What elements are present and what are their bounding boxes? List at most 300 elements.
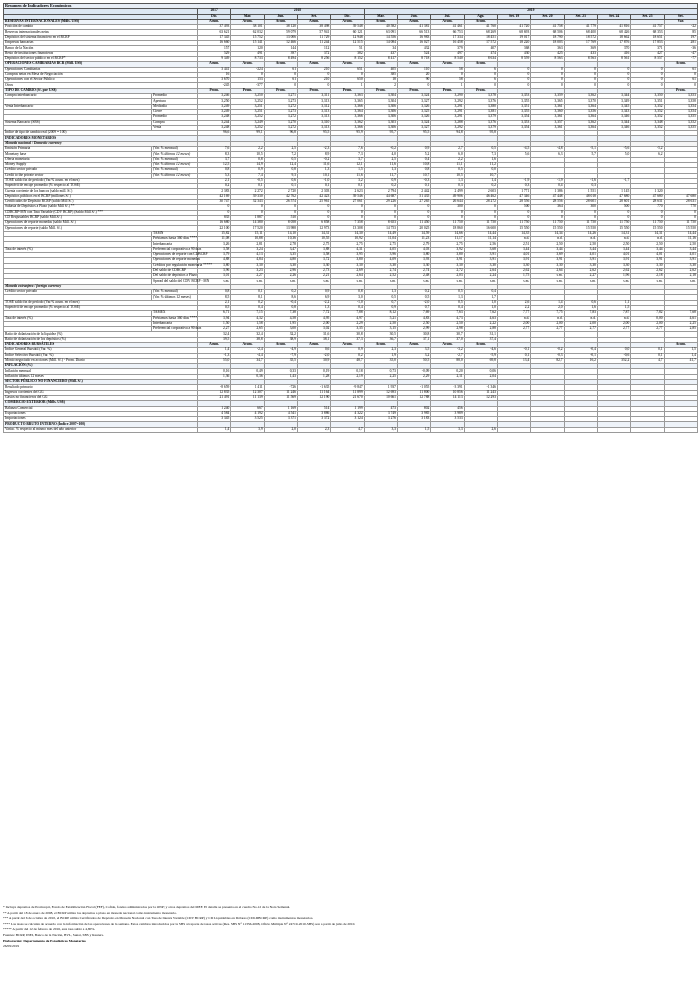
data-cell — [664, 427, 697, 432]
data-cell: 1,96 — [597, 274, 630, 279]
data-cell: 6,71 — [198, 311, 231, 316]
data-cell: Acum. — [198, 62, 231, 67]
data-cell: 3,361 — [531, 104, 564, 109]
data-cell: 39 330 — [231, 194, 264, 199]
data-cell: 3,272 — [264, 104, 297, 109]
period-header: Mar. — [231, 14, 264, 19]
data-cell: 18 790 — [531, 35, 564, 40]
data-cell: 11 750 — [597, 221, 630, 226]
data-cell: 0 — [397, 205, 430, 210]
data-cell: -726 — [264, 385, 297, 390]
data-cell: 0,5 — [364, 295, 397, 300]
data-cell: 0 — [464, 83, 497, 88]
data-cell: 0,2 — [464, 184, 497, 189]
data-cell: 8 653 — [364, 221, 397, 226]
row-label: Empresas bancarias — [4, 41, 198, 46]
data-cell: 2,96 — [264, 268, 297, 273]
data-cell: 2,0 — [264, 427, 297, 432]
data-cell: -1,9 — [497, 178, 530, 183]
row-label: Moneda extranjera / foreign currency — [4, 284, 198, 289]
data-cell: 3,30 — [364, 263, 397, 268]
data-cell: 1,7 — [464, 295, 497, 300]
data-cell: 0,2 — [198, 184, 231, 189]
data-cell: 2,88 — [464, 327, 497, 332]
data-cell: 0,5 — [431, 300, 464, 305]
data-cell: Acum. — [464, 19, 497, 24]
data-cell: 11 750 — [464, 221, 497, 226]
data-cell: 3 989 — [431, 411, 464, 416]
data-cell: 2,03 — [431, 274, 464, 279]
data-cell: 14,26 — [564, 231, 597, 236]
data-cell — [564, 427, 597, 432]
data-cell: -2,0 — [297, 353, 330, 358]
data-cell: 1,3 — [431, 178, 464, 183]
data-cell: 4,88 — [198, 258, 231, 263]
data-cell: 363 — [531, 46, 564, 51]
data-cell: 0,6 — [264, 178, 297, 183]
data-cell: 281 — [664, 41, 697, 46]
data-cell: -2,7 — [431, 353, 464, 358]
data-cell: 210 — [297, 78, 330, 83]
data-cell: 10,7 — [397, 173, 430, 178]
data-cell: 0 — [364, 205, 397, 210]
data-cell: 0 — [464, 215, 497, 220]
data-cell: 3,381 — [464, 109, 497, 114]
data-cell: 3,272 — [264, 125, 297, 130]
data-cell: 3,365 — [331, 99, 364, 104]
data-cell: 2,73 — [297, 268, 330, 273]
data-cell: 2,75 — [331, 242, 364, 247]
data-cell: 0,9 — [231, 168, 264, 173]
data-cell: 3,350 — [631, 94, 664, 99]
data-cell: 8,3 — [198, 152, 231, 157]
data-cell: 3,364 — [564, 125, 597, 130]
data-cell: 0 — [297, 205, 330, 210]
data-cell: 4,83 — [397, 316, 430, 321]
data-cell: 14,44 — [664, 231, 697, 236]
data-cell: Prom. — [231, 88, 264, 93]
data-cell: 3 533 — [431, 417, 464, 422]
data-cell: s.m. — [597, 279, 630, 284]
data-cell: -0,4 — [264, 300, 297, 305]
data-cell: 13 006 — [264, 35, 297, 40]
data-cell: 1,3 — [297, 305, 330, 310]
data-cell: 3,30 — [231, 263, 264, 268]
data-cell: 0,8 — [198, 168, 231, 173]
row-label: Ratio de dolarización de los depósitos (%) — [4, 337, 198, 342]
data-cell: 153 — [231, 78, 264, 83]
row-label: Índice de tipo de cambio real (2009 = 100) — [4, 131, 198, 136]
data-cell: Acum. — [364, 343, 397, 348]
data-cell: 3,346 — [597, 115, 630, 120]
data-cell: 4,01 — [497, 252, 530, 257]
data-cell: 1,43 — [264, 374, 297, 379]
row-label: Certificados de Depósito BCRP (saldo Mill S/.) — [4, 199, 198, 204]
data-cell: 3,364 — [564, 104, 597, 109]
data-cell: 0 — [231, 205, 264, 210]
data-cell: 667 — [231, 406, 264, 411]
data-cell: n.d. — [531, 316, 564, 321]
data-cell: 3,291 — [431, 104, 464, 109]
row-label: TIPO DE CAMBIO (S/. por US$) — [4, 88, 198, 93]
data-cell: 3,326 — [397, 115, 430, 120]
data-cell: 3,366 — [331, 115, 364, 120]
data-cell: s.m. — [431, 279, 464, 284]
data-cell: 34 — [364, 46, 397, 51]
data-cell: 3,354 — [497, 125, 530, 130]
data-cell: 28 272 — [464, 199, 497, 204]
data-cell: -47 — [664, 51, 697, 56]
row-label: Inflación últimos 12 meses — [4, 374, 198, 379]
data-cell: 2,29 — [397, 374, 430, 379]
data-cell: 11,23 — [397, 237, 430, 242]
data-cell: 41 461 — [431, 25, 464, 30]
data-cell: 3,290 — [431, 94, 464, 99]
data-cell: 61 — [264, 78, 297, 83]
data-cell: 3,291 — [431, 115, 464, 120]
data-cell: 13,4 — [497, 358, 530, 363]
data-cell: 11,16 — [664, 237, 697, 242]
data-cell: 88,0 — [431, 358, 464, 363]
data-cell: 12,4 — [264, 162, 297, 167]
data-cell: 0,33 — [264, 369, 297, 374]
data-cell: 96,6 — [198, 131, 231, 136]
data-cell: Prom. — [331, 88, 364, 93]
data-cell: 2 720 — [264, 189, 297, 194]
data-cell: 7,38 — [264, 311, 297, 316]
data-cell: 4,58 — [264, 316, 297, 321]
row-label: Ratio de dolarización de la liquidez (%) — [4, 332, 198, 337]
row-label: OPERACIONES CAMBIARIAS BCR (Mill. US$) — [4, 62, 198, 67]
data-cell: Acum. — [431, 19, 464, 24]
data-cell: 0 — [497, 210, 530, 215]
data-cell: 18 860 — [431, 226, 464, 231]
data-cell: 3,30 — [497, 263, 530, 268]
data-cell: s.m. — [397, 279, 430, 284]
data-cell: 0,1 — [397, 184, 430, 189]
data-cell: 3,2 — [331, 178, 364, 183]
data-cell: 2,64 — [464, 268, 497, 273]
data-cell: 110 — [397, 67, 430, 72]
data-cell: 4,13 — [231, 252, 264, 257]
footnote-line: ** A partir del 18 de enero de 2008, el BCRP utiliza los depósitos a plazo en moneda nacional como instrumento monetario. — [3, 910, 177, 915]
data-cell: 4,73 — [431, 316, 464, 321]
data-cell: 770 — [631, 205, 664, 210]
data-cell: 3,364 — [564, 115, 597, 120]
row-label: Variac. % respecto al mismo mes del año anterior — [4, 427, 198, 432]
row-label: Reservas internacionales netas — [4, 30, 198, 35]
data-cell: Acum. — [264, 19, 297, 24]
data-cell: 3,366 — [331, 104, 364, 109]
data-cell: 120 — [231, 46, 264, 51]
data-cell: 0,1 — [631, 348, 664, 353]
data-cell: 0 — [464, 205, 497, 210]
data-cell: 16 027 — [397, 41, 430, 46]
data-cell: 0,6 — [297, 348, 330, 353]
data-cell: 0,7 — [397, 305, 430, 310]
row-label: Otros — [4, 83, 198, 88]
data-cell: 1,6 — [564, 305, 597, 310]
data-cell: 8 634 — [464, 56, 497, 61]
data-cell: 63 091 — [364, 30, 397, 35]
data-cell: 368 — [497, 46, 530, 51]
data-cell: -1,7 — [597, 178, 630, 183]
data-cell: 36,7 — [364, 337, 397, 342]
data-cell: 3,00 — [264, 327, 297, 332]
data-cell: 3 372 — [297, 417, 330, 422]
data-cell: s.m. — [331, 279, 364, 284]
data-cell: 3,349 — [597, 99, 630, 104]
data-cell: 18 572 — [564, 35, 597, 40]
row-unit: (Var. % mensual) — [152, 157, 198, 162]
data-cell: 0,00 — [631, 316, 664, 321]
data-cell: 4,05 — [364, 247, 397, 252]
data-cell: 41 720 — [497, 25, 530, 30]
data-cell: 16 600 — [464, 226, 497, 231]
data-cell: 3,251 — [231, 109, 264, 114]
data-cell: n.d. — [497, 237, 530, 242]
data-cell: 3,304 — [364, 94, 397, 99]
data-cell: 3,272 — [264, 115, 297, 120]
data-cell: Acum. — [664, 343, 697, 348]
data-cell: 3,310 — [297, 120, 330, 125]
data-cell: 0,2 — [397, 290, 430, 295]
data-cell: 3,313 — [297, 99, 330, 104]
data-cell: 0 — [397, 83, 430, 88]
row-label: Oferta monetaria — [4, 157, 152, 162]
period-header: Jun. — [264, 14, 297, 19]
data-cell: -36 — [664, 46, 697, 51]
data-cell: Acum. — [297, 62, 330, 67]
data-cell: 0,2 — [364, 184, 397, 189]
data-cell: 2,19 — [331, 374, 364, 379]
data-cell: 0 — [597, 78, 630, 83]
data-cell: 12,5 — [198, 162, 231, 167]
data-cell: 3,313 — [297, 109, 330, 114]
data-cell — [631, 427, 664, 432]
data-cell: 3,354 — [497, 115, 530, 120]
data-cell: 0,8 — [264, 168, 297, 173]
footnote-line: Elaboración: Departamento de Estadísticas Monetarias — [3, 938, 86, 943]
data-cell: 14,31 — [297, 231, 330, 236]
data-cell: 0 — [297, 72, 330, 77]
data-cell: n.d. — [597, 237, 630, 242]
data-cell: 3,354 — [664, 104, 697, 109]
data-cell: 0 — [431, 210, 464, 215]
data-cell: 17 769 — [564, 41, 597, 46]
data-cell: 38 498 — [297, 25, 330, 30]
data-cell: 32,4 — [198, 332, 231, 337]
data-cell: 8 540 — [431, 56, 464, 61]
data-cell: 8,1 — [231, 295, 264, 300]
data-cell: 11 750 — [631, 221, 664, 226]
data-cell: 10,92 — [331, 237, 364, 242]
data-cell: 2 272 — [231, 189, 264, 194]
data-cell: 17 334 — [431, 35, 464, 40]
data-cell: 2,50 — [597, 242, 630, 247]
data-cell: Acum. — [364, 19, 397, 24]
data-cell: 8 733 — [231, 56, 264, 61]
data-cell: 2,00 — [297, 321, 330, 326]
period-header: Set. — [664, 14, 697, 19]
data-cell: 1,5 — [331, 168, 364, 173]
data-cell: 42 423 — [297, 194, 330, 199]
data-cell: 1,50 — [198, 321, 231, 326]
data-cell: 5,2 — [397, 152, 430, 157]
data-cell: 8,6 — [264, 295, 297, 300]
row-unit: Preferencial corporativa a 90 días — [153, 246, 202, 251]
data-cell: 38,9 — [264, 337, 297, 342]
data-cell: 0,16 — [198, 369, 231, 374]
data-cell: -1,9 — [531, 178, 564, 183]
data-cell: 14,10 — [264, 231, 297, 236]
row-label: Money Supply — [4, 162, 152, 167]
period-header: Set. 23 — [564, 14, 597, 19]
data-cell: 3,30 — [597, 263, 630, 268]
data-cell: 3,250 — [198, 99, 231, 104]
data-cell: 39 546 — [331, 194, 364, 199]
data-cell: 3,69 — [531, 252, 564, 257]
data-cell: 197 — [664, 35, 697, 40]
data-cell: 14,49 — [364, 231, 397, 236]
data-cell: 14,44 — [464, 231, 497, 236]
data-cell: 0,5 — [397, 295, 430, 300]
data-cell: 3,30 — [264, 263, 297, 268]
data-cell: Prom. — [464, 88, 497, 93]
data-cell: 2,50 — [631, 242, 664, 247]
data-cell: 1 199 — [331, 406, 364, 411]
row-label: Emisión Primaria — [4, 147, 152, 152]
data-cell: 0,0 — [597, 348, 630, 353]
data-cell: 370 — [597, 46, 630, 51]
row-unit: Interbancaria — [152, 321, 198, 326]
data-cell: 2,5 — [364, 157, 397, 162]
data-cell: 8 557 — [631, 56, 664, 61]
data-cell: 3,343 — [597, 109, 630, 114]
data-cell: 2,1 — [198, 178, 231, 183]
data-cell: 14 380 — [231, 221, 264, 226]
data-cell: 3,376 — [464, 120, 497, 125]
data-cell: 2,74 — [364, 268, 397, 273]
data-cell: 32 343 — [231, 199, 264, 204]
data-cell: 491 — [231, 51, 264, 56]
row-label: Operaciones de reporte monedas (saldo Mill. S/.) — [4, 221, 198, 226]
data-cell: 8 494 — [264, 56, 297, 61]
data-cell: 2,7 — [431, 147, 464, 152]
data-cell: 3,2 — [397, 353, 430, 358]
data-cell: -0,1 — [564, 353, 597, 358]
period-header: Set. 20 — [531, 14, 564, 19]
data-cell: 0 — [364, 210, 397, 215]
data-cell: n.d. — [597, 316, 630, 321]
data-cell: Prom. — [664, 88, 697, 93]
data-cell: 3,366 — [331, 125, 364, 130]
data-cell: 3,44 — [631, 247, 664, 252]
data-cell: 8 417 — [364, 56, 397, 61]
data-cell: 433 — [564, 51, 597, 56]
data-cell: 0 — [397, 215, 430, 220]
data-cell: Acum. — [297, 19, 330, 24]
data-cell: 15 550 — [531, 226, 564, 231]
data-cell: 10,5 — [231, 152, 264, 157]
data-cell: 3,30 — [564, 263, 597, 268]
data-cell: 2,27 — [564, 274, 597, 279]
data-cell: 3,346 — [597, 125, 630, 130]
data-cell: 3,313 — [297, 125, 330, 130]
data-cell: 31,6 — [297, 332, 330, 337]
data-cell: 11,2 — [464, 162, 497, 167]
data-cell: 3,311 — [297, 94, 330, 99]
data-cell: 1,28 — [297, 374, 330, 379]
data-cell: 2,77 — [597, 327, 630, 332]
data-cell: 3,30 — [631, 263, 664, 268]
data-cell: -1 635 — [297, 385, 330, 390]
data-cell: 32,4 — [231, 332, 264, 337]
data-cell: 1,1 — [597, 300, 630, 305]
data-cell: 7,6 — [331, 147, 364, 152]
data-cell: 0 — [364, 215, 397, 220]
data-cell: 15 550 — [597, 226, 630, 231]
data-cell: 2,75 — [364, 242, 397, 247]
data-cell: 0,20 — [431, 369, 464, 374]
data-cell: s.m. — [531, 279, 564, 284]
data-cell: 0 — [631, 215, 664, 220]
data-cell: 3,68 — [464, 247, 497, 252]
data-cell: 4,01 — [564, 252, 597, 257]
data-cell: 0,4 — [431, 305, 464, 310]
data-cell: 9 349 — [198, 56, 231, 61]
data-cell: n.d. — [631, 237, 664, 242]
data-cell: 68 426 — [597, 30, 630, 35]
data-cell: 2,27 — [198, 327, 231, 332]
data-cell: 0 — [631, 78, 664, 83]
data-cell: 2 499 — [431, 189, 464, 194]
row-unit: Promedio — [152, 115, 198, 120]
data-cell: 30,8 — [397, 332, 430, 337]
data-cell: 0 — [198, 205, 231, 210]
data-cell: 17 520 — [231, 226, 264, 231]
data-cell: 0,0 — [464, 168, 497, 173]
data-cell: 3 749 — [364, 411, 397, 416]
data-cell: 8 152 — [331, 56, 364, 61]
data-cell: 2,0 — [531, 305, 564, 310]
data-cell: 51 — [331, 46, 364, 51]
data-cell: 3,91 — [497, 258, 530, 263]
table-row — [4, 427, 698, 432]
data-cell: 3,370 — [564, 99, 597, 104]
data-cell: 95,5 — [297, 131, 330, 136]
data-cell: -0,2 — [297, 157, 330, 162]
data-cell: 0,5 — [431, 168, 464, 173]
data-cell: 2,62 — [597, 268, 630, 273]
data-cell: 3,24 — [231, 247, 264, 252]
data-cell: Acum. — [664, 62, 697, 67]
row-label: Ingresos corrientes del GG — [4, 390, 198, 395]
data-cell: 3,362 — [564, 120, 597, 125]
data-cell: 11,6 — [364, 162, 397, 167]
data-cell: s.m. — [564, 279, 597, 284]
data-cell: 8 256 — [297, 56, 330, 61]
data-cell: 37,3 — [331, 337, 364, 342]
row-unit: Compra — [152, 120, 198, 125]
data-cell: 16 660 — [198, 41, 231, 46]
data-cell: 2,04 — [464, 374, 497, 379]
data-cell: 3,15 — [364, 327, 397, 332]
data-cell: 6 — [464, 78, 497, 83]
data-cell: 30,8 — [331, 332, 364, 337]
data-cell: 3,292 — [431, 125, 464, 130]
data-cell: 66 753 — [431, 30, 464, 35]
